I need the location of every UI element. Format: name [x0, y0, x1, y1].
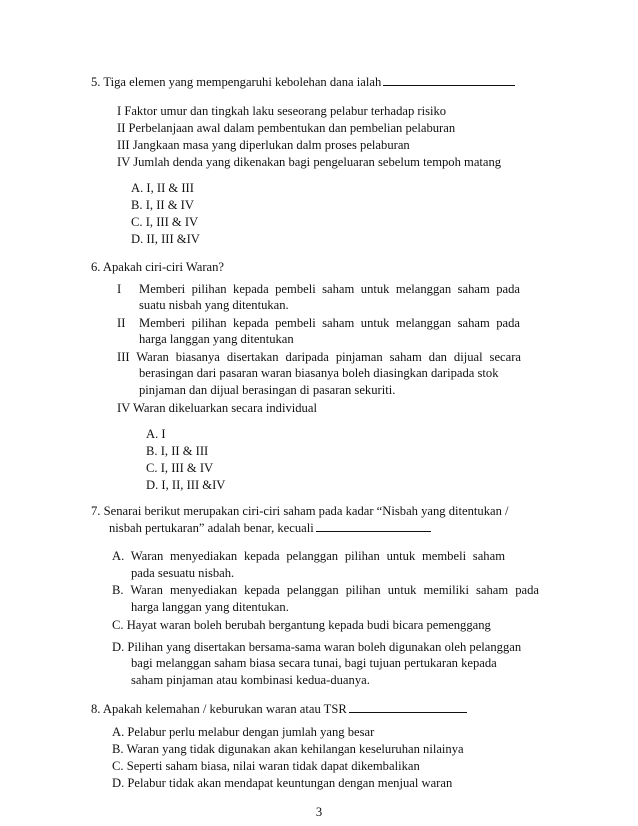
q5-stem-text: 5. Tiga elemen yang mempengaruhi kebolehan dana ialah: [91, 75, 382, 89]
q6-stem: 6. Apakah ciri-ciri Waran?: [91, 260, 225, 274]
q5-answer-blank: [383, 75, 515, 86]
page-number: 3: [315, 805, 323, 819]
q5-item-2: II Perbelanjaan awal dalam pembentukan dan pembelian pelaburan: [117, 121, 456, 135]
q7-option-c: C. Hayat waran boleh berubah bergantung kepada budi bicara pemenggang: [112, 618, 491, 632]
q5-item-1: I Faktor umur dan tingkah laku seseorang pelabur terhadap risiko: [117, 104, 447, 118]
q8-option-a: A. Pelabur perlu melabur dengan jumlah yang besar: [112, 725, 375, 739]
q6-item-3-line-2: berasingan dari pasaran waran biasanya boleh diasingkan daripada stok: [139, 366, 499, 380]
q6-item-1-number: I: [117, 282, 122, 296]
q6-item-2-line-2: harga langgan yang ditentukan: [139, 332, 294, 346]
q6-item-2-number: II: [117, 316, 126, 330]
q8-option-c: C. Seperti saham biasa, nilai waran tidak dapat dikembalikan: [112, 759, 420, 773]
q8-option-b: B. Waran yang tidak digunakan akan kehilangan keseluruhan nilainya: [112, 742, 464, 756]
q8-stem: [91, 702, 467, 716]
q5-stem: [91, 75, 515, 89]
q7-option-b-line-1: B. Waran menyediakan kepada pelanggan pilihan untuk memiliki saham pada: [112, 583, 539, 597]
q7-stem-line-1: 7. Senarai berikut merupakan ciri-ciri saham pada kadar “Nisbah yang ditentukan /: [91, 504, 509, 518]
q6-item-2-line-1: Memberi pilihan kepada pembeli saham untuk melanggan saham pada: [139, 316, 520, 330]
q5-option-a: A. I, II & III: [131, 181, 194, 195]
q8-stem-text: 8. Apakah kelemahan / keburukan waran atau TSR: [91, 702, 347, 716]
q7-option-b-line-2: harga langgan yang ditentukan.: [131, 600, 289, 614]
q6-item-3-line-1: III Waran biasanya disertakan daripada pinjaman saham dan dijual secara: [117, 350, 521, 364]
q6-option-b: B. I, II & III: [146, 444, 209, 458]
q6-item-4: IV Waran dikeluarkan secara individual: [117, 401, 317, 415]
q7-option-d-line-3: saham pinjaman atau kombinasi kedua-duanya.: [131, 673, 370, 687]
q5-option-b: B. I, II & IV: [131, 198, 194, 212]
q7-stem-line-2-text: nisbah pertukaran” adalah benar, kecuali: [109, 521, 314, 535]
q7-stem-line-2: [109, 521, 431, 535]
q6-option-c: C. I, III & IV: [146, 461, 214, 475]
q8-option-d: D. Pelabur tidak akan mendapat keuntungan dengan menjual waran: [112, 776, 453, 790]
q6-item-1-line-2: suatu nisbah yang ditentukan.: [139, 298, 289, 312]
q5-option-d: D. II, III &IV: [131, 232, 200, 246]
q7-option-d-line-1: D. Pilihan yang disertakan bersama-sama waran boleh digunakan oleh pelanggan: [112, 640, 522, 654]
q6-item-1-line-1: Memberi pilihan kepada pembeli saham untuk melanggan saham pada: [139, 282, 520, 296]
q5-item-3: III Jangkaan masa yang diperlukan dalm proses pelaburan: [117, 138, 410, 152]
q7-option-d-line-2: bagi melanggan saham biasa secara tunai, bagi tujuan pertukaran kepada: [131, 656, 497, 670]
q6-option-d: D. I, II, III &IV: [146, 478, 226, 492]
q7-option-a-line-2: pada sesuatu nisbah.: [131, 566, 235, 580]
q6-item-3-line-3: pinjaman dan dijual berasingan di pasaran sekuriti.: [139, 383, 396, 397]
q7-option-a-line-1: A. Waran menyediakan kepada pelanggan pilihan untuk membeli saham: [112, 549, 505, 563]
q7-answer-blank: [316, 521, 431, 532]
q8-answer-blank: [349, 702, 467, 713]
q5-option-c: C. I, III & IV: [131, 215, 199, 229]
q6-option-a: A. I: [146, 427, 166, 441]
q5-item-4: IV Jumlah denda yang dikenakan bagi pengeluaran sebelum tempoh matang: [117, 155, 502, 169]
